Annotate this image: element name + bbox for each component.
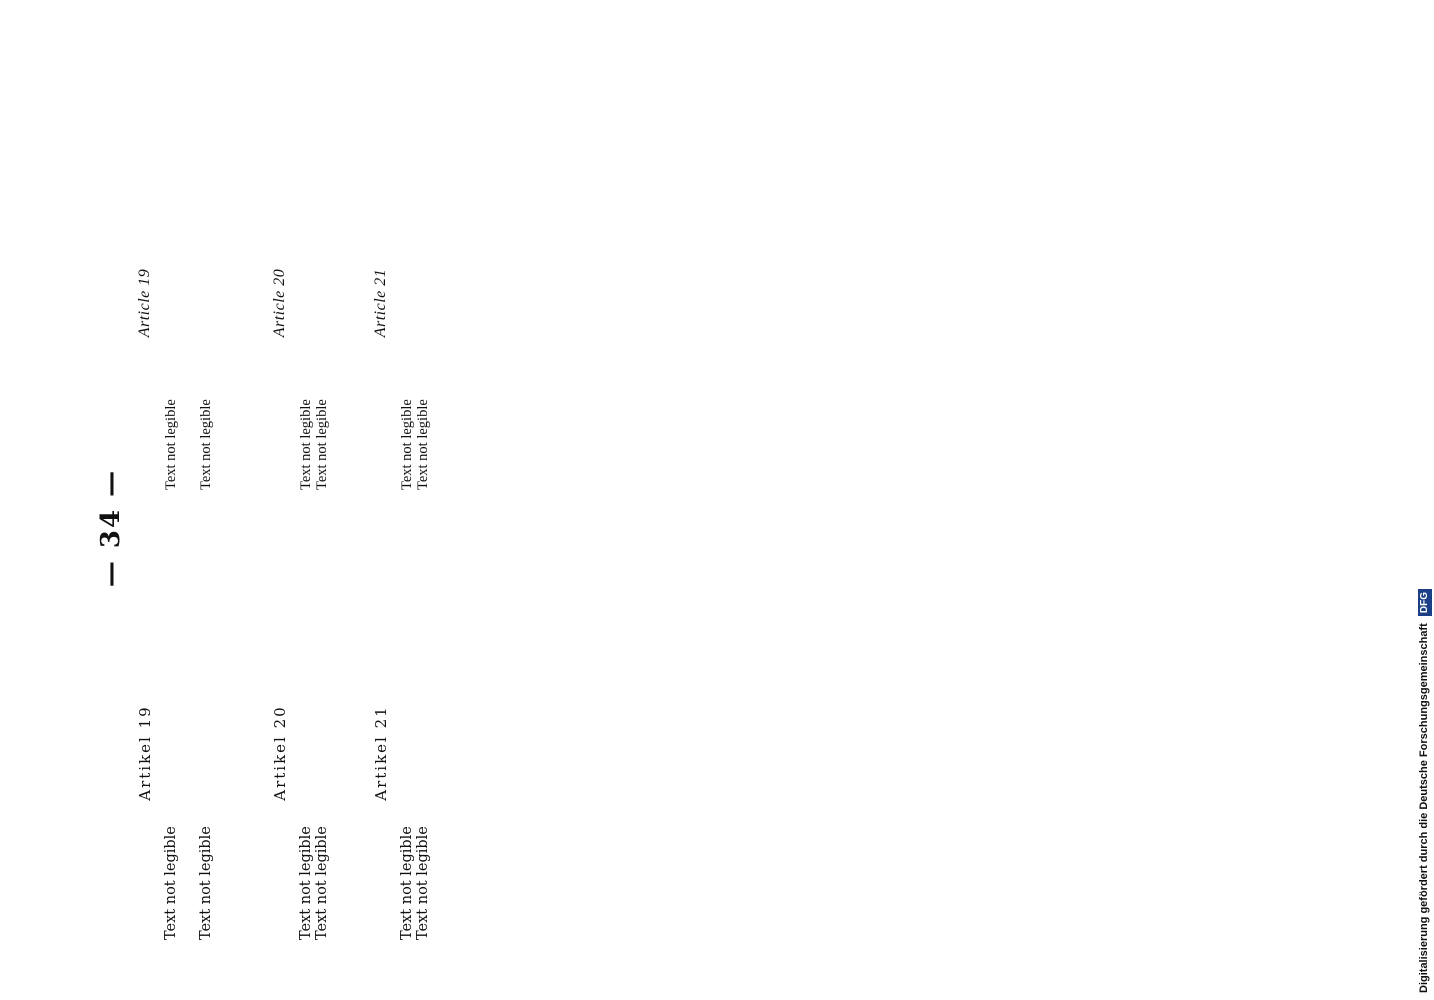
german-column	[137, 548, 1287, 958]
german-article-19-paragraph-2: Text not legible	[197, 826, 214, 940]
document-page	[93, 98, 1293, 958]
dfg-logo: DFG	[1418, 589, 1432, 616]
german-article-19-heading: Artikel 19	[136, 705, 154, 801]
german-article-20-paragraph-1: Text not legible	[298, 826, 315, 940]
german-article-19-paragraph-1: Text not legible	[163, 826, 180, 940]
page-number: — 34 —	[96, 468, 126, 588]
french-column	[137, 98, 1287, 508]
french-article-19-paragraph-1: Text not legible	[163, 399, 180, 490]
german-article-21-paragraph-1: Text not legible	[399, 826, 416, 940]
german-article-20-heading: Artikel 20	[270, 705, 289, 801]
french-article-21-paragraph-2: Text not legible	[415, 399, 432, 490]
german-article-21-heading: Artikel 21	[371, 705, 390, 801]
german-article-20-paragraph-2: Text not legible	[314, 826, 331, 940]
french-article-21-paragraph-1: Text not legible	[399, 399, 416, 490]
french-article-20-paragraph-2: Text not legible	[314, 399, 331, 490]
french-article-19-heading: Article 19	[136, 268, 153, 338]
french-article-20-heading: Article 20	[270, 268, 288, 338]
french-article-21-heading: Article 21	[371, 268, 389, 338]
french-article-19-paragraph-2: Text not legible	[197, 399, 214, 490]
german-article-21-paragraph-2: Text not legible	[415, 826, 432, 940]
digitization-credit	[1417, 8, 1431, 993]
credit-text: Digitalisierung gefördert durch die Deutsche Forschungsgemeinschaft	[1418, 623, 1430, 993]
french-article-20-paragraph-1: Text not legible	[298, 399, 315, 490]
